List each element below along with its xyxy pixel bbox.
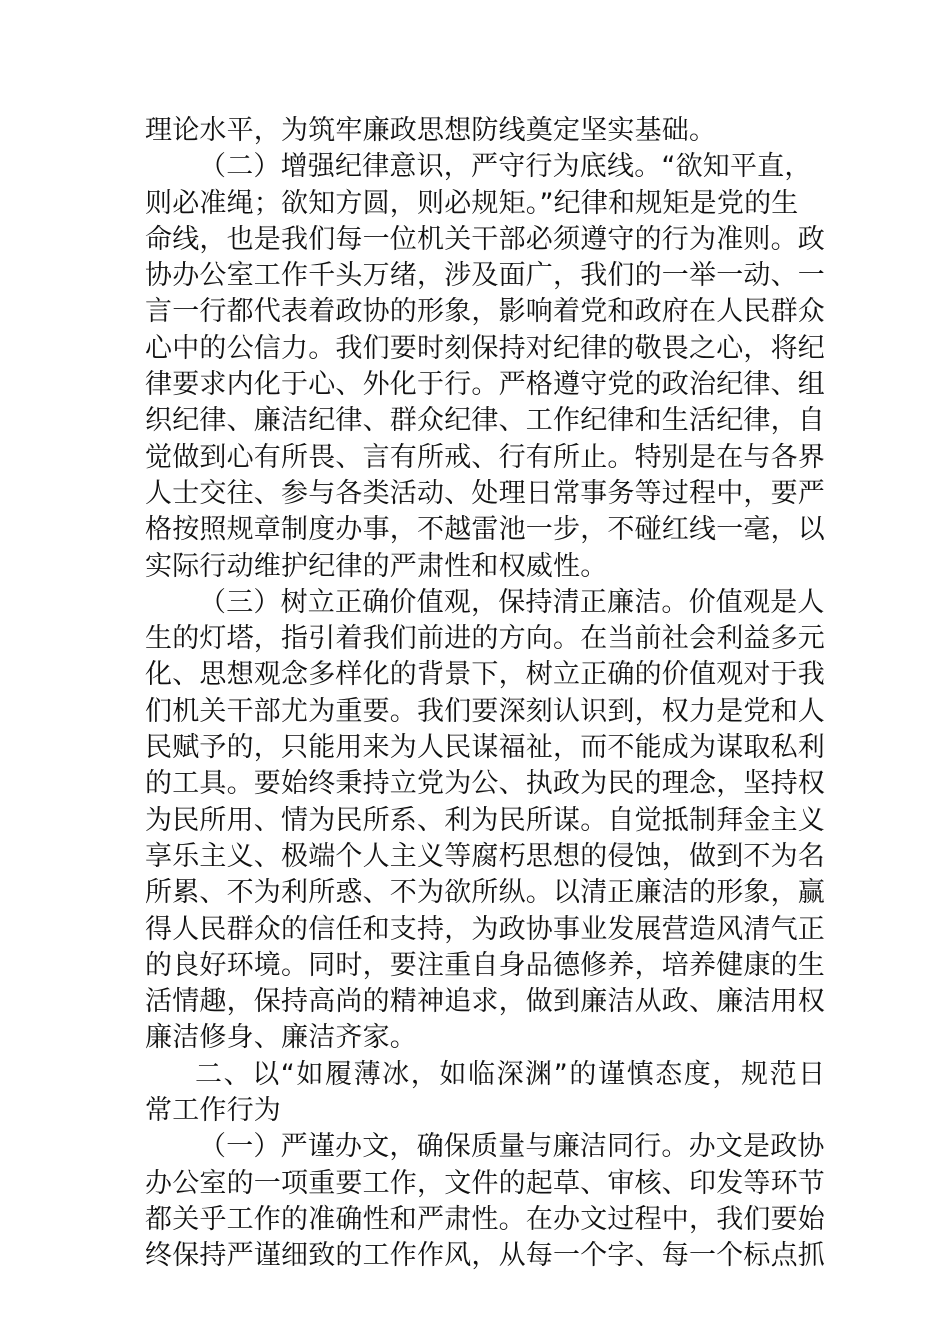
text-line: 的良好环境。同时，要注重自身品德修养，培养健康的生 <box>145 949 825 981</box>
text-line: 律要求内化于心、外化于行。严格遵守党的政治纪律、组 <box>145 369 825 401</box>
text-line: 终保持严谨细致的工作作风，从每一个字、每一个标点抓 <box>145 1240 825 1272</box>
text-line: 化、思想观念多样化的背景下，树立正确的价值观对于我 <box>145 659 825 691</box>
text-line: 所累、不为利所惑、不为欲所纵。以清正廉洁的形象，赢 <box>145 877 825 909</box>
text-line: 织纪律、廉洁纪律、群众纪律、工作纪律和生活纪律，自 <box>145 405 825 437</box>
section-heading-line: （三）树立正确价值观，保持清正廉洁。价值观是人 <box>199 586 825 618</box>
text-line: 言一行都代表着政协的形象，影响着党和政府在人民群众 <box>145 296 825 328</box>
text-line: 理论水平，为筑牢廉政思想防线奠定坚实基础。 <box>145 115 717 146</box>
chapter-heading-line: 二、以“如履薄冰，如临深渊”的谨慎态度，规范日 <box>195 1058 827 1090</box>
text-line: 人士交往、参与各类活动、处理日常事务等过程中，要严 <box>145 477 825 509</box>
text-line: 办公室的一项重要工作，文件的起草、审核、印发等环节 <box>145 1167 825 1199</box>
section-heading-line: （一）严谨办文，确保质量与廉洁同行。办文是政协 <box>199 1131 825 1163</box>
text-line: 都关乎工作的准确性和严肃性。在办文过程中，我们要始 <box>145 1203 825 1235</box>
text-line: 觉做到心有所畏、言有所戒、行有所止。特别是在与各界 <box>145 441 825 473</box>
text-line: 得人民群众的信任和支持，为政协事业发展营造风清气正 <box>145 913 825 945</box>
text-line: 实际行动维护纪律的严肃性和权威性。 <box>145 550 608 582</box>
section-heading-line: （二）增强纪律意识，严守行为底线。“欲知平直， <box>199 151 812 183</box>
document-body <box>145 113 827 1275</box>
text-line: 们机关干部尤为重要。我们要深刻认识到，权力是党和人 <box>145 695 825 727</box>
text-line: 协办公室工作千头万绪，涉及面广，我们的一举一动、一 <box>145 260 825 292</box>
chapter-heading-line: 常工作行为 <box>145 1095 281 1127</box>
text-line: 为民所用、情为民所系、利为民所谋。自觉抵制拜金主义 <box>145 804 825 836</box>
text-line: 命线，也是我们每一位机关干部必须遵守的行为准则。政 <box>145 223 825 255</box>
text-line: 民赋予的，只能用来为人民谋福祉，而不能成为谋取私利 <box>145 732 825 764</box>
text-line: 的工具。要始终秉持立党为公、执政为民的理念，坚持权 <box>145 768 825 800</box>
text-line: 享乐主义、极端个人主义等腐朽思想的侵蚀，做到不为名 <box>145 840 825 872</box>
text-line: 格按照规章制度办事，不越雷池一步，不碰红线一毫，以 <box>145 514 825 546</box>
text-line: 廉洁修身、廉洁齐家。 <box>145 1022 417 1054</box>
text-line: 生的灯塔，指引着我们前进的方向。在当前社会利益多元 <box>145 623 825 655</box>
text-line: 活情趣，保持高尚的精神追求，做到廉洁从政、廉洁用权 <box>145 986 825 1018</box>
text-line: 则必准绳；欲知方圆，则必规矩。”纪律和规矩是党的生 <box>145 187 799 219</box>
text-line: 心中的公信力。我们要时刻保持对纪律的敬畏之心，将纪 <box>145 332 825 364</box>
